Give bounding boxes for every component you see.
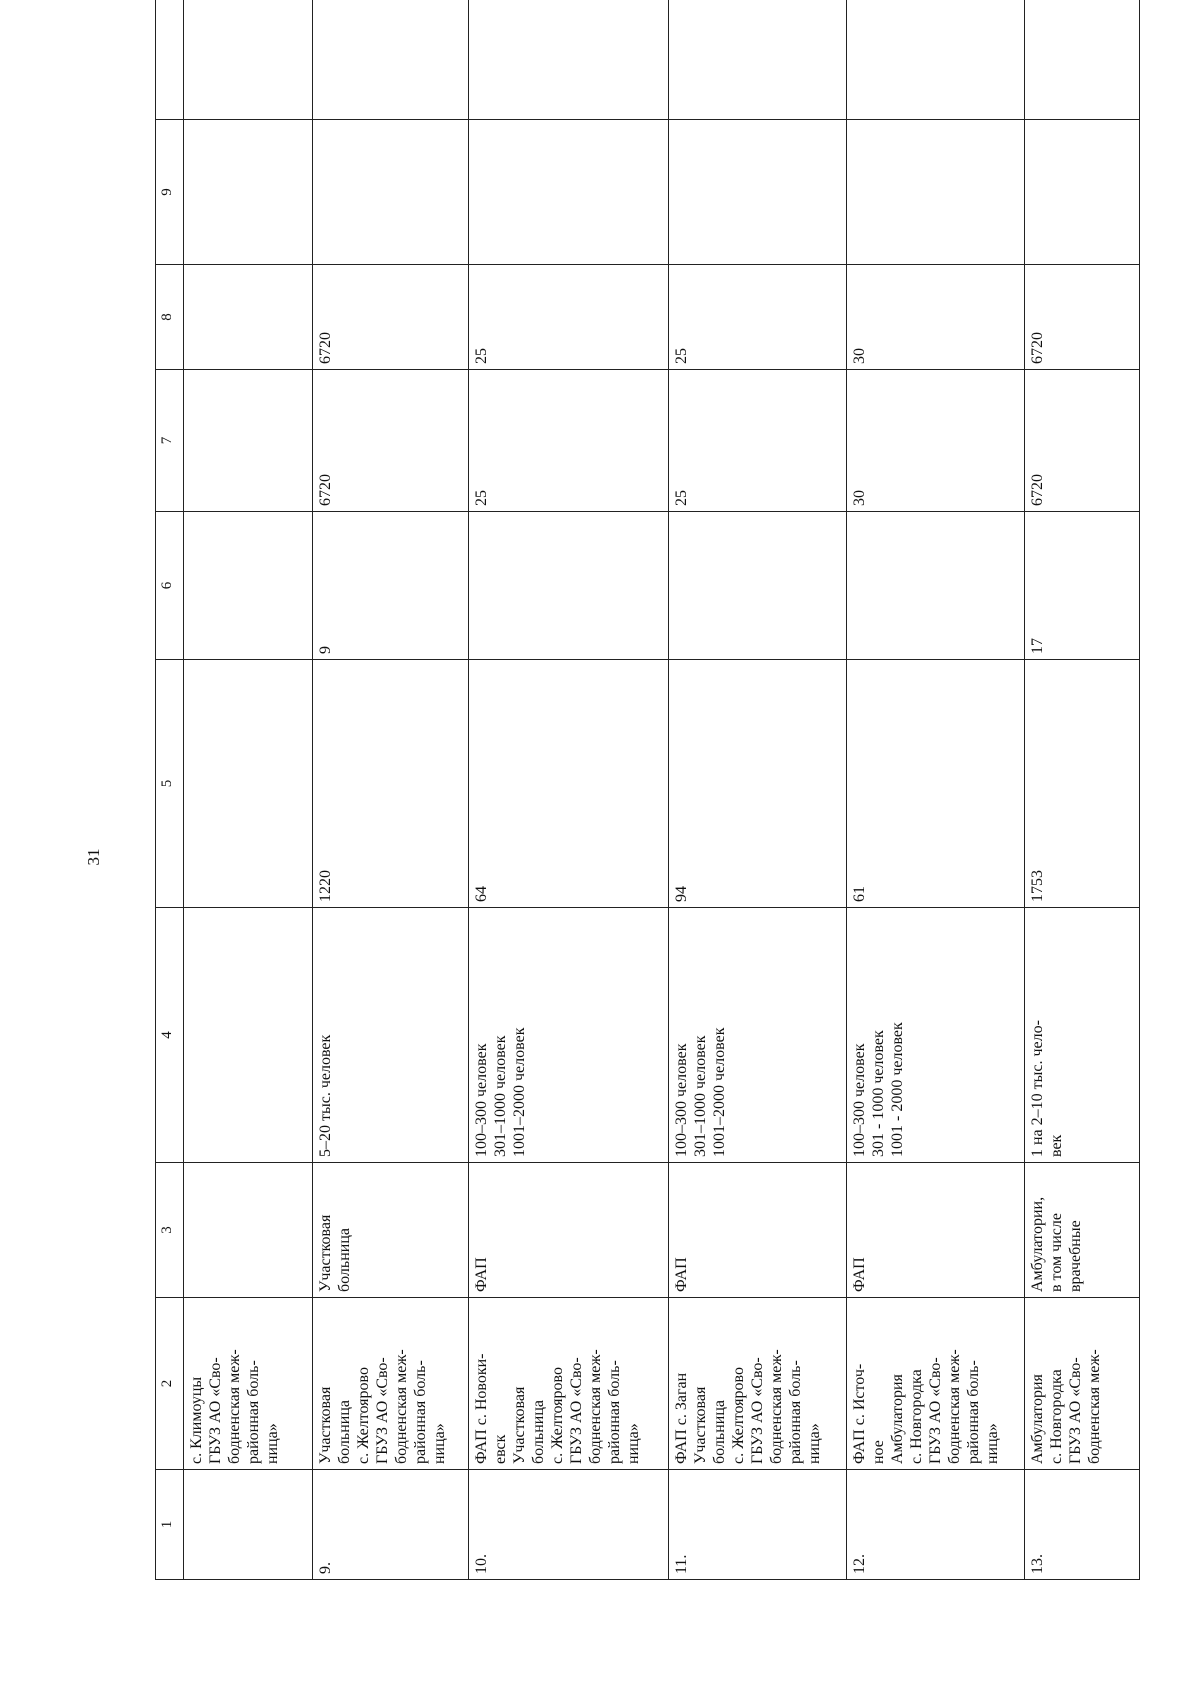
table-cell: 25 [668, 370, 846, 512]
table-cell [184, 0, 312, 120]
table-cell [312, 120, 469, 265]
table-cell [184, 908, 312, 1163]
table-cell: 6720 [1024, 370, 1139, 512]
rotated-table-container [155, 50, 1140, 1580]
table-cell: Амбулатория с. Новгородка ГБУЗ АО «Сво- бодненская меж- [1024, 1298, 1139, 1470]
table-cell [668, 120, 846, 265]
table-cell: 17 [1024, 512, 1139, 660]
data-table [155, 0, 1140, 1580]
table-cell [469, 512, 669, 660]
table-row [184, 0, 312, 1580]
table-row [469, 0, 669, 1580]
table-cell: 25 [469, 265, 669, 370]
table-cell: 10. [469, 1470, 669, 1580]
table-cell: 9 [312, 512, 469, 660]
table-cell: 25 [668, 265, 846, 370]
column-number: 4 [156, 908, 184, 1163]
table-cell [668, 0, 846, 120]
column-number: 9 [156, 120, 184, 265]
table-cell: 25 [469, 370, 669, 512]
table-cell: 30 [846, 265, 1024, 370]
table-cell: 11. [668, 1470, 846, 1580]
table-cell: 100–300 человек 301–1000 человек 1001–2000 человек [469, 908, 669, 1163]
table-cell [184, 370, 312, 512]
table-cell [184, 265, 312, 370]
column-number: 5 [156, 660, 184, 908]
table-cell: ФАП [668, 1163, 846, 1298]
table-cell: 64 [469, 660, 669, 908]
column-number [156, 0, 184, 120]
table-cell: ФАП с. Источ- ное Амбулатория с. Новгородка ГБУЗ АО «Сво- бодненская меж- районная боль- ница» [846, 1298, 1024, 1470]
table-cell: 94 [668, 660, 846, 908]
table-cell: с. Климоуцы ГБУЗ АО «Сво- бодненская меж- районная боль- ница» [184, 1298, 312, 1470]
table-cell [184, 1470, 312, 1580]
table-cell: Участковая больница с. Желтоярово ГБУЗ АО «Сво- бодненская меж- районная боль- ница» [312, 1298, 469, 1470]
table-cell: 6720 [312, 370, 469, 512]
table-row [668, 0, 846, 1580]
column-number: 7 [156, 370, 184, 512]
table-cell: 6720 [1024, 265, 1139, 370]
column-number: 8 [156, 265, 184, 370]
table-cell [846, 512, 1024, 660]
table-cell: 1753 [1024, 660, 1139, 908]
table-cell [846, 0, 1024, 120]
column-number: 6 [156, 512, 184, 660]
table-cell [312, 0, 469, 120]
table-cell [469, 120, 669, 265]
table-cell [1024, 0, 1139, 120]
table-cell: Амбулатории, в том числе врачебные [1024, 1163, 1139, 1298]
table-cell [184, 660, 312, 908]
table-cell: 5–20 тыс. человек [312, 908, 469, 1163]
table-cell: 12. [846, 1470, 1024, 1580]
table-cell [469, 0, 669, 120]
column-number: 3 [156, 1163, 184, 1298]
table-cell: 100–300 человек 301–1000 человек 1001–2000 человек [668, 908, 846, 1163]
column-number: 1 [156, 1470, 184, 1580]
column-number-row [156, 0, 184, 1580]
table-row [846, 0, 1024, 1580]
table-cell: ФАП с. Новоки- евск Участковая больница с. Желтоярово ГБУЗ АО «Сво- бодненская меж- районная боль- ница» [469, 1298, 669, 1470]
table-cell: 6720 [312, 265, 469, 370]
table-cell [184, 120, 312, 265]
table-cell [1024, 120, 1139, 265]
table-cell [668, 512, 846, 660]
table-cell: 30 [846, 370, 1024, 512]
table-cell: ФАП с. Заган Участковая больница с. Желтоярово ГБУЗ АО «Сво- бодненская меж- районная боль- ница» [668, 1298, 846, 1470]
table-cell: ФАП [469, 1163, 669, 1298]
table-cell: 100–300 человек 301 - 1000 человек 1001 - 2000 человек [846, 908, 1024, 1163]
table-cell: Участковая больница [312, 1163, 469, 1298]
table-cell [184, 1163, 312, 1298]
table-cell: 1 на 2–10 тыс. чело- век [1024, 908, 1139, 1163]
table-cell [184, 512, 312, 660]
table-cell: 9. [312, 1470, 469, 1580]
column-number: 2 [156, 1298, 184, 1470]
table-row [1024, 0, 1139, 1580]
table-cell [846, 120, 1024, 265]
table-cell: 61 [846, 660, 1024, 908]
table-cell: 1220 [312, 660, 469, 908]
table-cell: 13. [1024, 1470, 1139, 1580]
table-row [312, 0, 469, 1580]
table-cell: ФАП [846, 1163, 1024, 1298]
page-number: 31 [84, 848, 103, 866]
